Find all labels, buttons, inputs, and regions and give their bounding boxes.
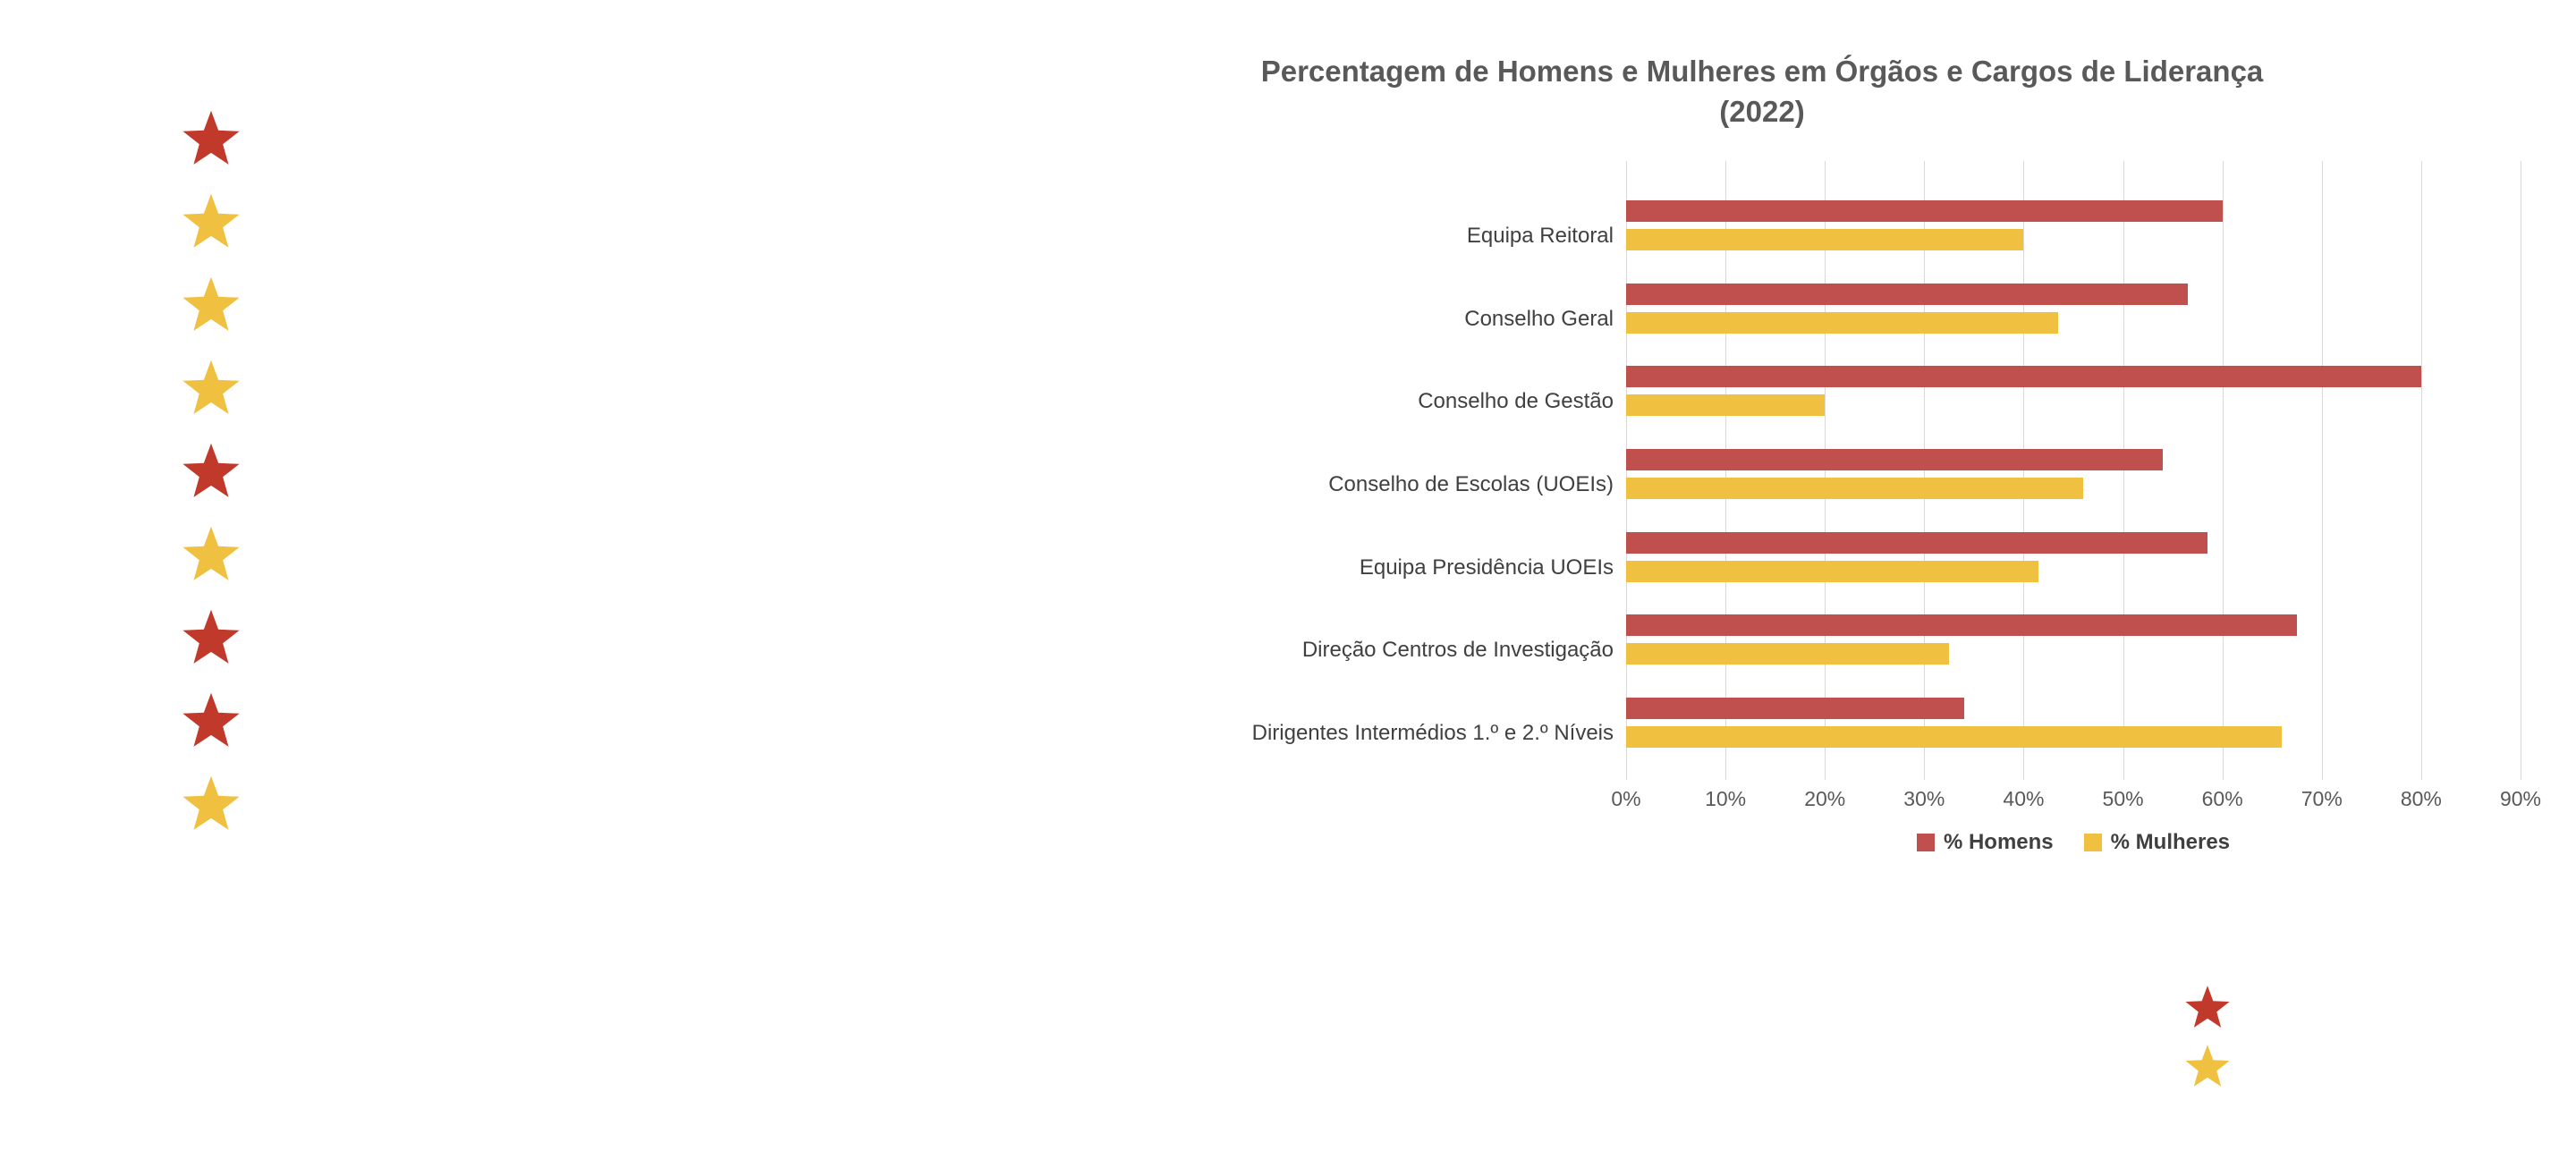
x-tick-label: 60% bbox=[2201, 787, 2243, 810]
role-item bbox=[179, 182, 1118, 265]
x-tick-label: 30% bbox=[1903, 787, 1945, 810]
star-icon-mulher bbox=[179, 358, 243, 422]
x-tick-label: 70% bbox=[2301, 787, 2343, 810]
role-item bbox=[179, 265, 1118, 348]
x-tick-label: 50% bbox=[2102, 787, 2144, 810]
role-item bbox=[179, 514, 1118, 597]
category-axis-labels bbox=[984, 195, 1626, 775]
star-icon-homem bbox=[179, 441, 243, 505]
bars-container bbox=[1626, 184, 2521, 764]
star-icon-mulher bbox=[179, 191, 243, 256]
bar-homens bbox=[1626, 614, 2297, 636]
star-icon-mulher bbox=[2182, 1043, 2233, 1093]
bar-homens bbox=[1626, 698, 1964, 719]
x-tick-label: 40% bbox=[2003, 787, 2045, 810]
star-icon-mulher bbox=[179, 774, 243, 838]
category-label: Equipa Presidência UOEIs bbox=[1359, 555, 1614, 580]
gender-star-legend bbox=[2182, 979, 2469, 1097]
bar-mulheres bbox=[1626, 478, 2083, 499]
star-legend-item bbox=[2182, 979, 2469, 1038]
x-axis-ticks bbox=[1611, 787, 2542, 823]
category-label: Dirigentes Intermédios 1.º e 2.º Níveis bbox=[1251, 720, 1614, 745]
role-item bbox=[179, 681, 1118, 764]
chart-panel bbox=[984, 36, 2540, 894]
bar-group bbox=[1626, 698, 2521, 748]
star-icon-homem bbox=[179, 607, 243, 672]
category-label: Conselho de Gestão bbox=[1418, 389, 1614, 414]
role-item bbox=[179, 431, 1118, 514]
role-item bbox=[179, 98, 1118, 182]
role-item bbox=[179, 597, 1118, 681]
bar-mulheres bbox=[1626, 561, 2038, 582]
role-item bbox=[179, 348, 1118, 431]
category-label: Conselho de Escolas (UOEIs) bbox=[1328, 472, 1614, 496]
x-tick-label: 90% bbox=[2499, 787, 2542, 810]
star-icon-mulher bbox=[179, 275, 243, 339]
bar-mulheres bbox=[1626, 394, 1825, 416]
legend-label: % Mulheres bbox=[2110, 830, 2231, 854]
legend-item bbox=[2084, 830, 2230, 855]
bar-mulheres bbox=[1626, 312, 2058, 334]
bar-homens bbox=[1626, 200, 2223, 222]
legend-swatch bbox=[2084, 834, 2102, 851]
bar-homens bbox=[1626, 366, 2421, 387]
legend-label: % Homens bbox=[1943, 830, 2054, 854]
star-icon-homem bbox=[2182, 984, 2233, 1034]
x-tick-label: 0% bbox=[1611, 787, 1641, 810]
bar-group bbox=[1626, 532, 2521, 582]
bar-group bbox=[1626, 614, 2521, 665]
x-tick-label: 80% bbox=[2400, 787, 2442, 810]
role-item bbox=[179, 764, 1118, 847]
bar-mulheres bbox=[1626, 726, 2282, 748]
bar-mulheres bbox=[1626, 229, 2023, 250]
bars-plot bbox=[1626, 161, 2521, 805]
bar-homens bbox=[1626, 449, 2163, 470]
bar-group bbox=[1626, 449, 2521, 499]
x-tick-label: 10% bbox=[1705, 787, 1747, 810]
bar-homens bbox=[1626, 284, 2188, 305]
bar-homens bbox=[1626, 532, 2207, 554]
star-icon-mulher bbox=[179, 524, 243, 588]
bar-mulheres bbox=[1626, 643, 1949, 665]
plot-area bbox=[984, 161, 2542, 854]
x-tick-label: 20% bbox=[1804, 787, 1846, 810]
legend-item bbox=[1917, 830, 2054, 855]
category-label: Equipa Reitoral bbox=[1466, 224, 1614, 249]
bar-group bbox=[1626, 200, 2521, 250]
chart-title-line-1: Percentagem de Homens e Mulheres em Órgãos e Cargos de Liderança bbox=[1260, 55, 2264, 88]
category-label: Conselho Geral bbox=[1464, 306, 1614, 331]
star-icon-homem bbox=[179, 690, 243, 755]
chart-legend bbox=[1626, 830, 2521, 855]
legend-swatch bbox=[1917, 834, 1935, 851]
star-legend-item bbox=[2182, 1038, 2469, 1097]
roles-list bbox=[179, 98, 1118, 847]
bar-group bbox=[1626, 284, 2521, 334]
chart-title bbox=[1091, 36, 2433, 131]
star-icon-homem bbox=[179, 108, 243, 173]
bar-group bbox=[1626, 366, 2521, 416]
category-label: Direção Centros de Investigação bbox=[1301, 638, 1614, 663]
chart-title-line-2: (2022) bbox=[1719, 94, 1805, 128]
